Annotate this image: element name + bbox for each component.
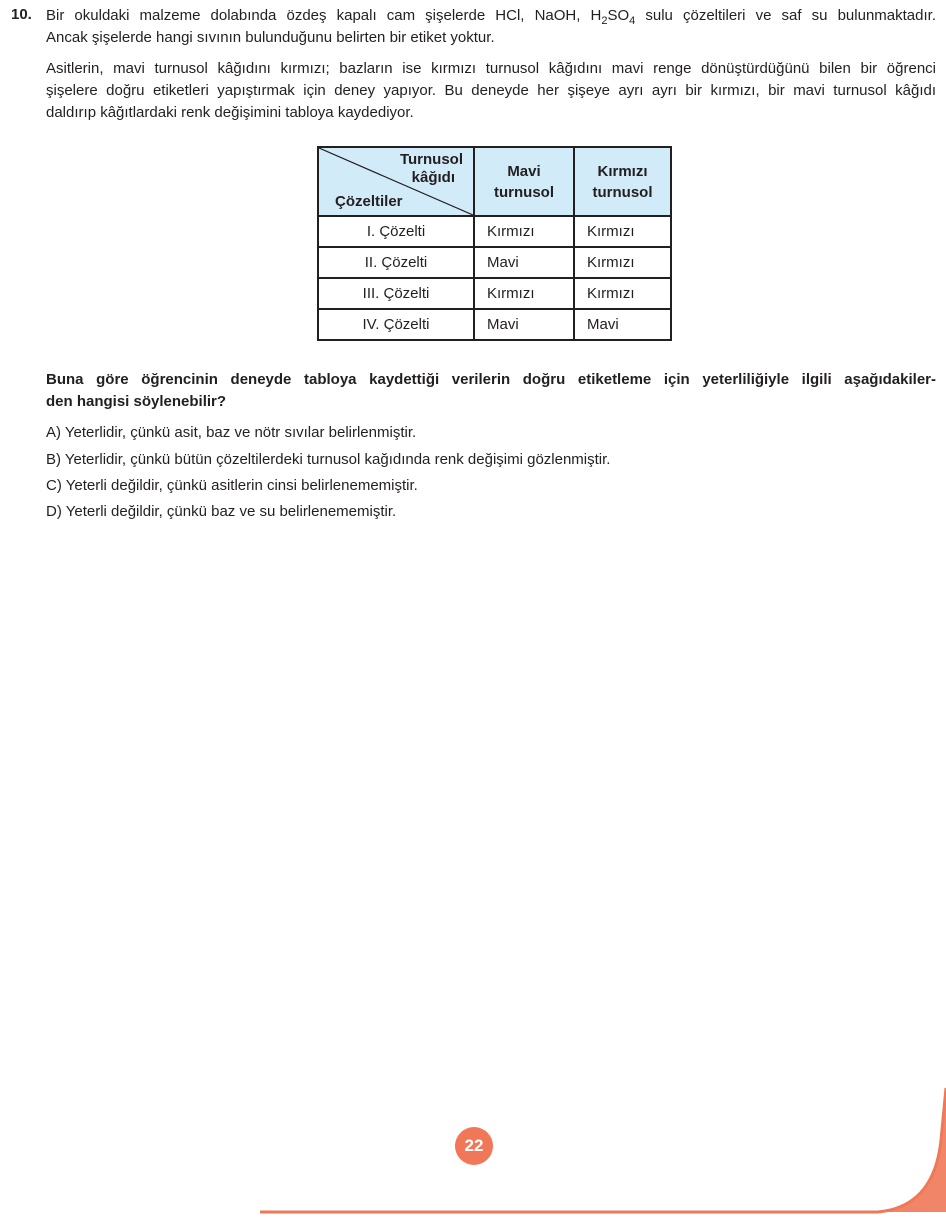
subscript-4: 4 <box>629 15 636 27</box>
option-c[interactable]: C) Yeterli değildir, çünkü asitlerin cinsi belirlenememiştir. <box>46 477 418 494</box>
intro-text-c: sulu çözeltileri ve saf su bulunmaktadır. <box>635 7 936 24</box>
context-line-3: daldırıp kâğıtlardaki renk değişimini tabloya kaydediyor. <box>46 104 414 121</box>
question-number: 10. <box>11 6 32 23</box>
option-a[interactable]: A) Yeterlidir, çünkü asit, baz ve nötr sıvılar belirlenmiştir. <box>46 424 417 441</box>
header-solutions: Çözeltiler <box>335 193 403 210</box>
blue-litmus-result: Kırmızı <box>474 216 574 247</box>
intro-text-b: SO <box>607 7 630 24</box>
red-litmus-result: Kırmızı <box>574 247 671 278</box>
subscript-2: 2 <box>601 15 608 27</box>
intro-line-2: Ancak şişelerde hangi sıvının bulunduğunu belirten bir etiket yoktur. <box>46 29 495 46</box>
blue-litmus-result: Kırmızı <box>474 278 574 309</box>
prompt-line-1: Buna göre öğrencinin deneyde tabloya kaydettiği verilerin doğru etiketleme için yeterliliğiyle ilgili aşağıdakiler- <box>46 371 936 388</box>
page-number-badge: 22 <box>455 1127 493 1165</box>
option-b[interactable]: B) Yeterlidir, çünkü bütün çözeltilerdeki turnusol kağıdında renk değişimi gözlenmiştir. <box>46 451 611 468</box>
header-litmus-word: Turnusol <box>399 151 463 168</box>
solution-name: III. Çözelti <box>318 278 474 309</box>
red-litmus-result: Mavi <box>574 309 671 340</box>
red-litmus-result: Kırmızı <box>574 278 671 309</box>
solution-name: I. Çözelti <box>318 216 474 247</box>
solution-name: IV. Çözelti <box>318 309 474 340</box>
option-d[interactable]: D) Yeterli değildir, çünkü baz ve su belirlenememiştir. <box>46 503 397 520</box>
header-red-line-2: turnusol <box>592 183 653 201</box>
header-blue-line-1: Mavi <box>507 162 541 180</box>
header-paper-word: kâğıdı <box>411 169 455 186</box>
prompt-line-2: den hangisi söylenebilir? <box>46 393 227 410</box>
blue-litmus-result: Mavi <box>474 247 574 278</box>
blue-litmus-result: Mavi <box>474 309 574 340</box>
red-litmus-result: Kırmızı <box>574 216 671 247</box>
intro-text-a: Bir okuldaki malzeme dolabında özdeş kapalı cam şişelerde HCl, NaOH, H <box>46 7 602 24</box>
header-red-line-1: Kırmızı <box>597 162 648 180</box>
context-line-2: şişelere doğru etiketleri yapıştırmak için deney yapıyor. Bu deneyde her şişeye ayrı ayrı bir kırmızı, bir mavi turnusol kâğıdı <box>46 82 936 99</box>
header-blue-line-2: turnusol <box>494 183 554 201</box>
context-line-1: Asitlerin, mavi turnusol kâğıdını kırmızı; bazların ise kırmızı turnusol kâğıdını mavi renge dönüştürdüğünü bilen bir öğrenci <box>46 60 936 77</box>
solution-name: II. Çözelti <box>318 247 474 278</box>
